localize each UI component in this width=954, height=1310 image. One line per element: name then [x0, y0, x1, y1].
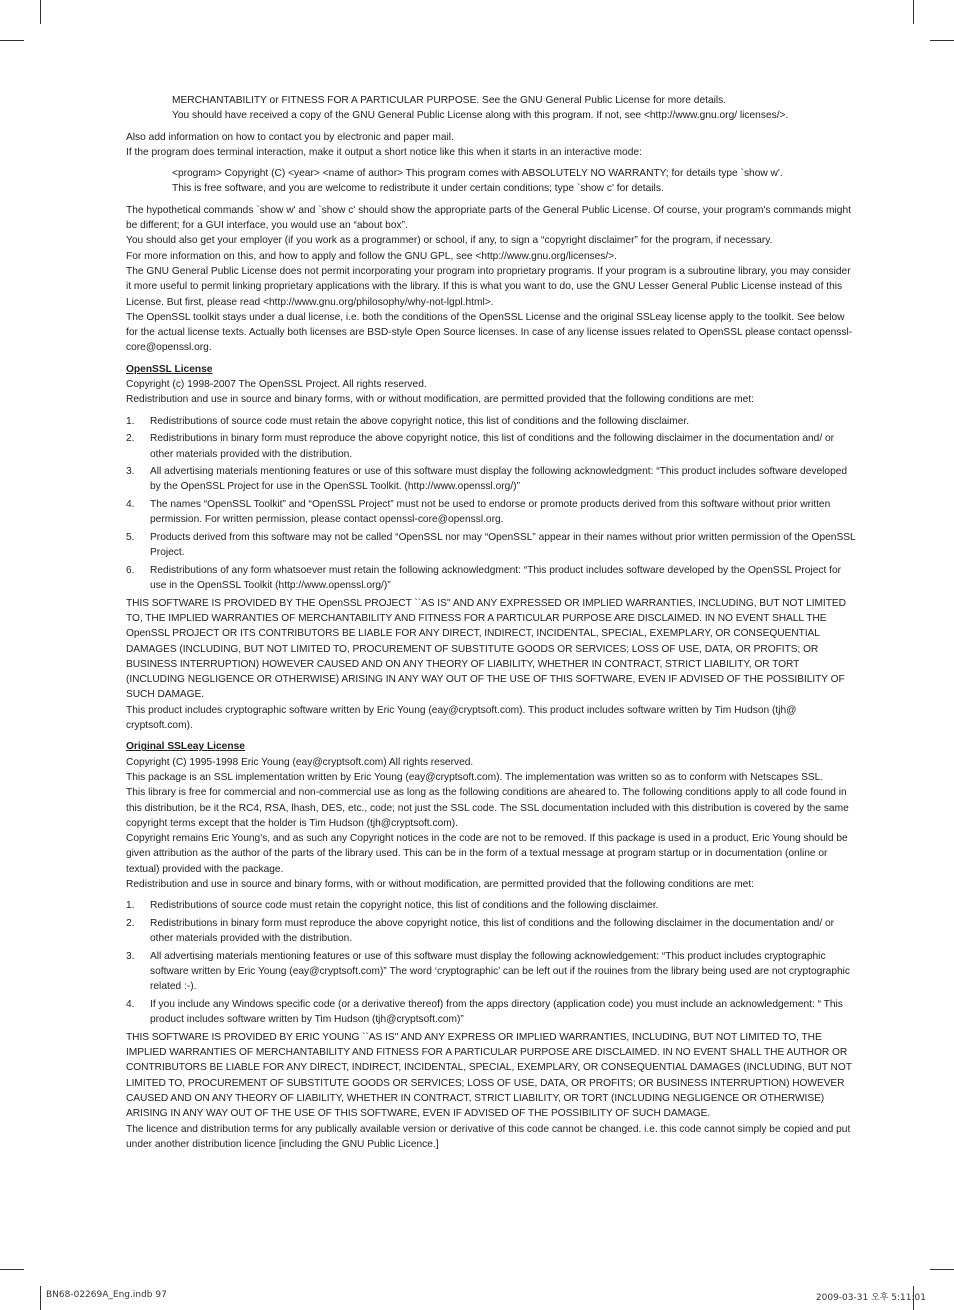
- list-text: Redistributions of source code must retain the above copyright notice, this list of conditions and the following disclaimer.: [150, 415, 690, 427]
- crop-mark-top-right-h: [930, 40, 954, 41]
- ssleay-intro: Redistribution and use in source and binary forms, with or without modification, are permitted provided that the following conditions are met:: [126, 879, 754, 891]
- list-item: [126, 414, 858, 429]
- list-text: Products derived from this software may not be called “OpenSSL nor may “OpenSSL” appear in their names without prior written permission of the OpenSSL Project.: [150, 531, 856, 559]
- list-text: Redistributions in binary form must reproduce the above copyright notice, this list of conditions and the following disclaimer in the documentation and/ or other materials provided with the distribution.: [150, 433, 835, 460]
- list-text: The names “OpenSSL Toolkit” and “OpenSSL Project” must not be used to endorse or promote products derived from this software without prior written permission. For written permission, please contact openssl-core@openssl.org.: [150, 499, 831, 526]
- list-item: [126, 898, 858, 913]
- openssl-intro: Copyright (c) 1998-2007 The OpenSSL Project. All rights reserved.: [126, 379, 427, 391]
- list-text: Redistributions in binary form must reproduce the above copyright notice, this list of conditions and the following disclaimer in the documentation and/ or other materials provided with the distribution.: [150, 917, 835, 945]
- license-document: [126, 93, 858, 1152]
- list-item: [126, 997, 858, 1028]
- gpl-contact-line: If the program does terminal interaction, make it output a short notice like this when it starts in an interactive mode:: [126, 146, 642, 158]
- crop-mark-bottom-left-h: [0, 1269, 24, 1270]
- openssl-crypto-note: This product includes cryptographic software written by Eric Young (eay@cryptsoft.com). This product includes software written by Tim Hudson (tjh@ cryptsoft.com).: [126, 704, 797, 732]
- ssleay-disclaimer: THIS SOFTWARE IS PROVIDED BY ERIC YOUNG ``AS IS'' AND ANY EXPRESS OR IMPLIED WARRANTIES, INCLUDING, BUT NOT LIMITED TO, THE IMPLIED WARRANTIES OF MERCHANTABILITY AND FITNESS FOR A PARTICULAR PURPOSE ARE DISCLAIMED. IN NO EVENT SHALL THE AUTHOR OR CONTRIBUTORS BE LIABLE FOR ANY DIRECT, INDIRECT, INCIDENTAL, SPECIAL, EXEMPLARY, OR CONSEQUENTIAL DAMAGES (INCLUDING, BUT NOT LIMITED TO, PROCUREMENT OF SUBSTITUTE GOODS OR SERVICES; LOSS OF USE, DATA, OR PROFITS; OR BUSINESS INTERRUPTION) HOWEVER CAUSED AND ON ANY THEORY OF LIABILITY, WHETHER IN CONTRACT, STRICT LIABILITY, OR TORT (INCLUDING NEGLIGENCE OR OTHERWISE) ARISING IN ANY WAY OUT OF THE USE OF THIS SOFTWARE, EVEN IF ADVISED OF THE POSSIBILITY OF SUCH DAMAGE.: [126, 1031, 852, 1120]
- crop-mark-top-left-h: [0, 40, 24, 41]
- list-number: 4.: [126, 499, 135, 511]
- footer-file-info: BN68-02269A_Eng.indb 97: [46, 1290, 167, 1300]
- ssleay-heading: Original SSLeay License: [126, 741, 245, 753]
- list-item: [126, 563, 858, 594]
- list-number: 3.: [126, 466, 135, 478]
- list-text: If you include any Windows specific code (or a derivative thereof) from the apps directory (application code) you must include an acknowledgement: “ This product includes software written by Tim Hudson (tjh@cryptsoft.com)”: [150, 999, 843, 1026]
- gpl-indented-line: MERCHANTABILITY or FITNESS FOR A PARTICULAR PURPOSE. See the GNU General Public License for more details.: [172, 95, 727, 106]
- ssleay-intro: This package is an SSL implementation written by Eric Young (eay@cryptsoft.com). The implementation was written so as to conform with Netscapes SSL.: [126, 771, 824, 783]
- list-item: [126, 497, 858, 528]
- list-number: 3.: [126, 950, 135, 962]
- list-item: [126, 949, 858, 995]
- list-number: 1.: [126, 900, 135, 912]
- list-item: [126, 916, 858, 947]
- gpl-paragraph: The OpenSSL toolkit stays under a dual license, i.e. both the conditions of the OpenSSL License and the original SSLeay license apply to the toolkit. See below for the actual license texts. Actually both licenses are BSD-style Open Source licenses. In case of any license issues related to OpenSSL please contact openssl-core@openssl.org.: [126, 311, 853, 354]
- list-text: Redistributions of source code must retain the copyright notice, this list of conditions and the following disclaimer.: [150, 900, 659, 912]
- gpl-notice-line: <program> Copyright (C) <year> <name of author> This program comes with ABSOLUTELY NO WARRANTY; for details type `show w'.: [172, 168, 783, 180]
- ssleay-intro: Copyright remains Eric Young's, and as such any Copyright notices in the code are not to be removed. If this package is used in a product, Eric Young should be given attribution as the author of the parts of the library used. This can be in the form of a textual message at program startup or in documentation (online or textual) provided with the package.: [126, 833, 848, 875]
- list-item: [126, 530, 858, 561]
- crop-mark-top-right-v: [913, 0, 914, 24]
- footer-timestamp: 2009-03-31 오후 5:11:01: [815, 1293, 926, 1303]
- list-text: Redistributions of any form whatsoever must retain the following acknowledgment: “This product includes software developed by the OpenSSL Project for use in the OpenSSL Toolkit (http://www.openssl.org/)”: [150, 564, 842, 592]
- openssl-conditions-list: [126, 414, 858, 594]
- ssleay-closing: The licence and distribution terms for any publically available version or derivative of this code cannot be changed. i.e. this code cannot simply be copied and put under another distribution licence [including the GNU Public Licence.]: [126, 1123, 851, 1150]
- list-text: All advertising materials mentioning features or use of this software must display the following acknowledgment: “This product includes software developed by the OpenSSL Project for use in the OpenSSL Toolkit. (http://www.openssl.org/)”: [150, 466, 848, 493]
- gpl-paragraph: The GNU General Public License does not permit incorporating your program into proprietary programs. If your program is a subroutine library, you may consider it more useful to permit linking proprietary applications with the library. If this is what you want to do, use the GNU Lesser General Public License instead of this License. But first, please read <http://www.gnu.org/philosophy/why-not-lgpl.html>.: [126, 265, 851, 308]
- gpl-notice-line: This is free software, and you are welcome to redistribute it under certain conditions; type `show c' for details.: [172, 183, 664, 195]
- openssl-disclaimer: THIS SOFTWARE IS PROVIDED BY THE OpenSSL PROJECT ``AS IS'' AND ANY EXPRESSED OR IMPLIED WARRANTIES, INCLUDING, BUT NOT LIMITED TO, THE IMPLIED WARRANTIES OF MERCHANTABILITY AND FITNESS FOR A PARTICULAR PURPOSE ARE DISCLAIMED. IN NO EVENT SHALL THE OpenSSL PROJECT OR ITS CONTRIBUTORS BE LIABLE FOR ANY DIRECT, INDIRECT, INCIDENTAL, SPECIAL, EXEMPLARY, OR CONSEQUENTIAL DAMAGES (INCLUDING, BUT NOT LIMITED TO, PROCUREMENT OF SUBSTITUTE GOODS OR SERVICES; LOSS OF USE, DATA, OR PROFITS; OR BUSINESS INTERRUPTION) HOWEVER CAUSED AND ON ANY THEORY OF LIABILITY, WHETHER IN CONTRACT, STRICT LIABILITY, OR TORT (INCLUDING NEGLIGENCE OR OTHERWISE) ARISING IN ANY WAY OUT OF THE USE OF THIS SOFTWARE, EVEN IF ADVISED OF THE POSSIBILITY OF SUCH DAMAGE.: [126, 597, 846, 701]
- gpl-paragraph: You should also get your employer (if you work as a programmer) or school, if any, to sign a “copyright disclaimer” for the program, if necessary.: [126, 235, 773, 247]
- list-number: 2.: [126, 433, 135, 445]
- list-text: All advertising materials mentioning features or use of this software must display the following acknowledgement: “This product includes cryptographic software written by Eric Young (eay@cryptsoft.com)” The word ‘cryptographic’ can be left out if the rouines from the library being used are not cryptographic related :-).: [150, 950, 851, 993]
- gpl-paragraph: The hypothetical commands `show w' and `show c' should show the appropriate parts of the General Public License. Of course, your program's commands might be different; for a GUI interface, you would use an “about box”.: [126, 204, 851, 232]
- ssleay-intro: This library is free for commercial and non-commercial use as long as the following conditions are aheared to. The following conditions apply to all code found in this distribution, be it the RC4, RSA, lhash, DES, etc., code; not just the SSL code. The SSL documentation included with this distribution is covered by the same copyright terms except that the holder is Tim Hudson (tjh@cryptsoft.com).: [126, 787, 849, 829]
- list-number: 4.: [126, 999, 135, 1010]
- list-item: [126, 464, 858, 495]
- list-number: 2.: [126, 917, 135, 929]
- crop-mark-bottom-right-h: [930, 1269, 954, 1270]
- ssleay-conditions-list: [126, 898, 858, 1027]
- openssl-intro: Redistribution and use in source and binary forms, with or without modification, are permitted provided that the following conditions are met:: [126, 394, 754, 406]
- ssleay-intro: Copyright (C) 1995-1998 Eric Young (eay@cryptsoft.com) All rights reserved.: [126, 756, 474, 768]
- list-number: 5.: [126, 531, 135, 543]
- gpl-contact-line: Also add information on how to contact you by electronic and paper mail.: [126, 131, 454, 143]
- crop-mark-top-left-v: [40, 0, 41, 24]
- gpl-paragraph: For more information on this, and how to apply and follow the GNU GPL, see <http://www.gnu.org/licenses/>.: [126, 250, 617, 262]
- crop-mark-bottom-left-v: [40, 1286, 41, 1310]
- gpl-indented-line: You should have received a copy of the GNU General Public License along with this program. If not, see <http://www.gnu.org/ licenses/>.: [172, 110, 789, 122]
- list-number: 6.: [126, 564, 135, 576]
- list-number: 1.: [126, 415, 135, 427]
- list-item: [126, 431, 858, 462]
- openssl-heading: OpenSSL License: [126, 363, 213, 375]
